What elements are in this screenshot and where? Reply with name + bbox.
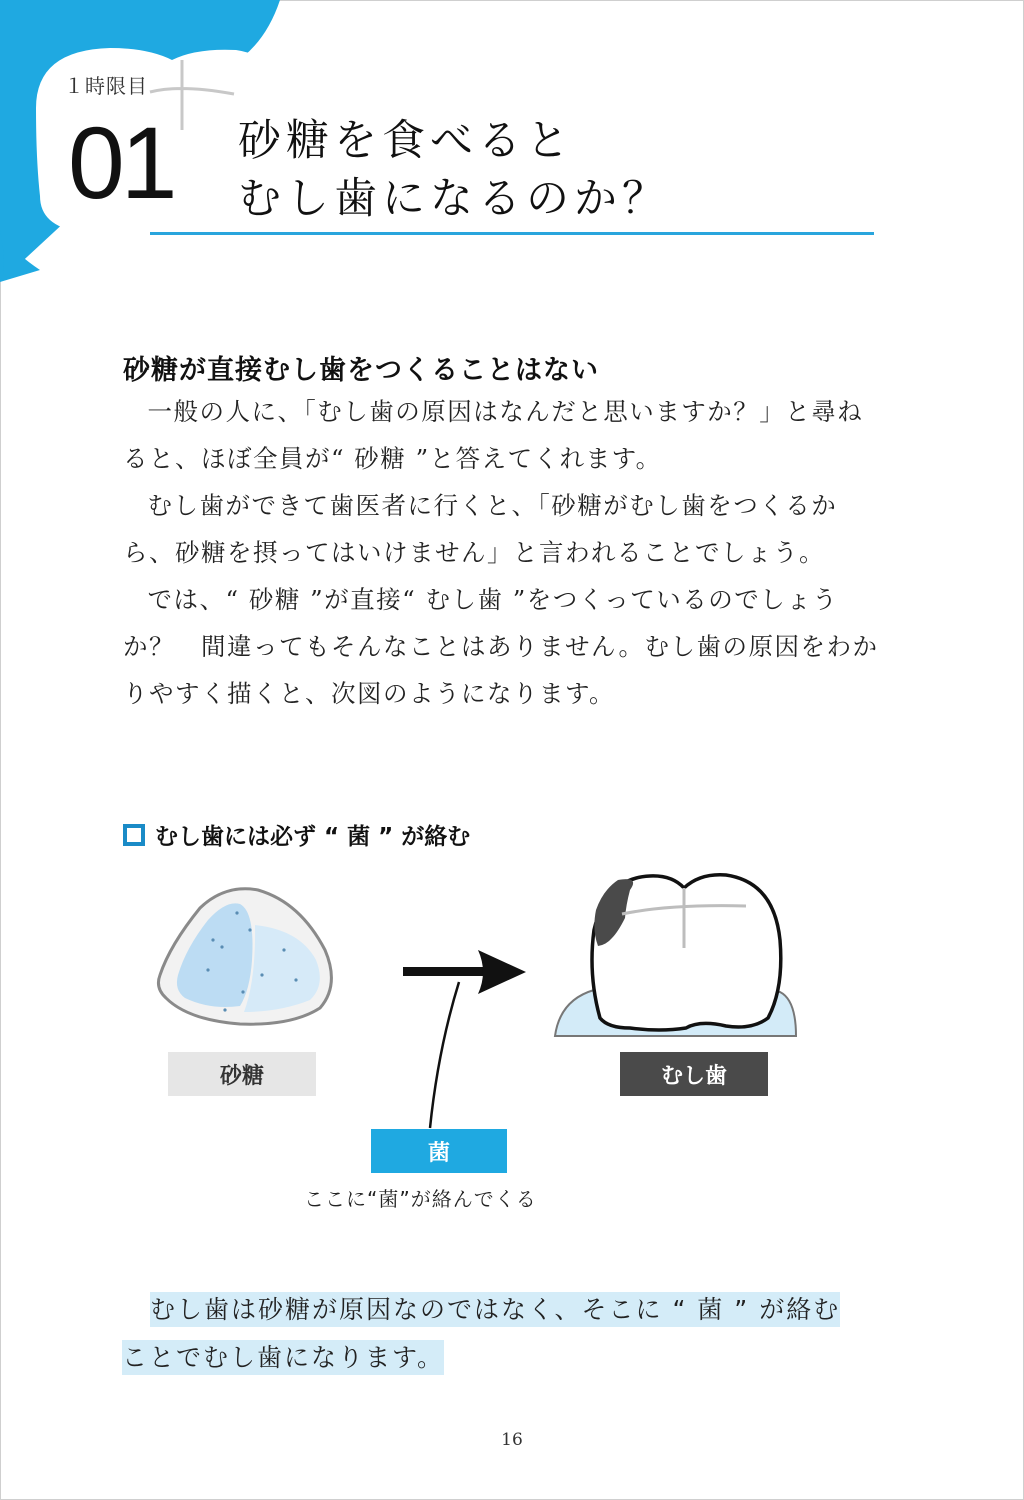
paragraph-3: では、“ 砂糖 ”が直接“ むし歯 ”をつくっているのでしょうか？ 間違ってもそんなことはありません。むし歯の原因をわかりやすく描くと、次図のようになります。 <box>123 585 879 708</box>
paragraph-2: むし歯ができて歯医者に行くと、「砂糖がむし歯をつくるから、砂糖を摂ってはいけません」と言われることでしょう。 <box>123 491 838 567</box>
page-number: 16 <box>501 1430 523 1450</box>
square-bullet-icon <box>123 824 145 846</box>
title-underline <box>150 232 874 235</box>
summary-line-2: ことでむし歯になります。 <box>122 1340 444 1375</box>
pointer-line <box>430 982 459 1128</box>
bacteria-label: 菌 <box>371 1129 507 1173</box>
title-line-2: むし歯になるのか？ <box>238 174 670 224</box>
title-line-1: 砂糖を食べると <box>238 116 574 166</box>
body-text <box>123 388 883 717</box>
page-title <box>238 112 670 228</box>
caries-label: むし歯 <box>620 1052 768 1096</box>
paragraph-1: 一般の人に、「むし歯の原因はなんだと思いますか？」と尋ねると、ほぼ全員が“ 砂糖 ”と答えてくれます。 <box>123 397 864 473</box>
summary-text <box>122 1286 882 1382</box>
arrow-right-icon <box>403 950 526 994</box>
chapter-number: 01 <box>68 106 174 220</box>
summary-line-1: むし歯は砂糖が原因なのではなく、そこに “ 菌 ” が絡む <box>150 1292 840 1327</box>
figure-title-text: むし歯には必ず “ 菌 ” が絡む <box>155 824 471 850</box>
chapter-label: １時限目 <box>64 74 148 98</box>
section-heading: 砂糖が直接むし歯をつくることはない <box>123 355 599 386</box>
figure-caption: ここに“菌”が絡んでくる <box>304 1187 537 1211</box>
figure-title <box>123 818 470 851</box>
sugar-label: 砂糖 <box>168 1052 316 1096</box>
sugar-crystal-icon <box>158 889 331 1024</box>
caries-diagram <box>0 860 1024 1220</box>
decayed-tooth-icon <box>555 875 796 1036</box>
